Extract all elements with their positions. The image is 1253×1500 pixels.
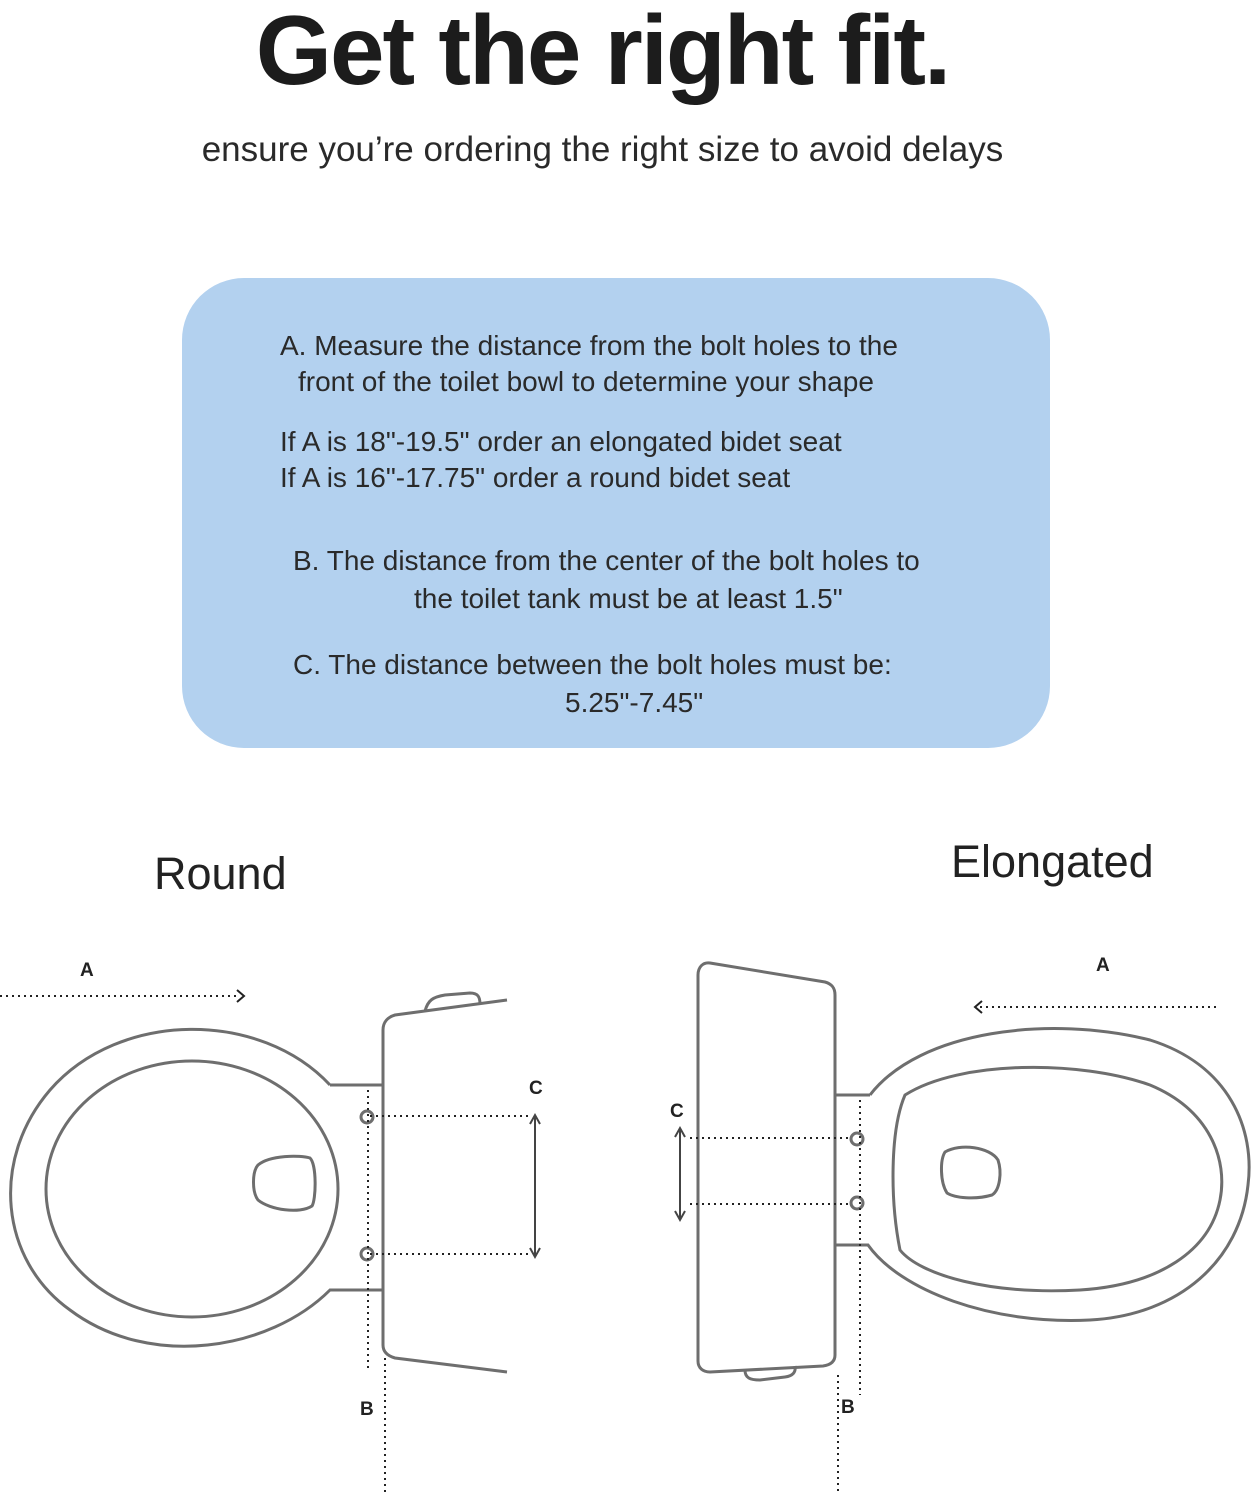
elongated-drain [941,1147,1000,1198]
instruction-c-line2: 5.25"-7.45" [565,687,704,718]
instruction-b-line2: the toilet tank must be at least 1.5" [414,583,843,614]
round-bowl-inner [46,1061,338,1317]
round-rule: If A is 16"-17.75" order a round bidet seat [280,462,791,493]
round-toilet-diagram [11,993,540,1372]
elongated-toilet-diagram [675,963,1249,1380]
elongated-label: Elongated [951,836,1154,887]
round-a-label: A [80,960,94,981]
round-c-label: C [529,1078,543,1099]
instruction-a-line2: front of the toilet bowl to determine your shape [298,366,874,397]
page-subtitle: ensure you’re ordering the right size to avoid delays [201,130,1004,169]
elongated-rule: If A is 18"-19.5" order an elongated bidet seat [280,426,842,457]
elongated-b-label: B [841,1397,855,1418]
round-b-label: B [360,1399,374,1420]
page-title: Get the right fit. [255,0,950,105]
round-drain [254,1156,316,1210]
instruction-a-line1: A. Measure the distance from the bolt holes to the [280,330,898,361]
elongated-c-label: C [670,1101,684,1122]
round-bowl-outer [11,1029,383,1346]
elongated-bowl-outer [835,1029,1249,1321]
round-tank [383,1000,507,1372]
elongated-a-label: A [1096,955,1110,976]
round-a-arrowhead-icon [237,990,244,1002]
instruction-b-line1: B. The distance from the center of the bolt holes to [293,545,920,576]
instruction-c-line1: C. The distance between the bolt holes must be: [293,649,892,680]
elongated-dotted-guides [690,1007,1220,1495]
elongated-tank [698,963,835,1372]
round-dotted-guides [0,996,530,1495]
round-label: Round [154,848,287,899]
